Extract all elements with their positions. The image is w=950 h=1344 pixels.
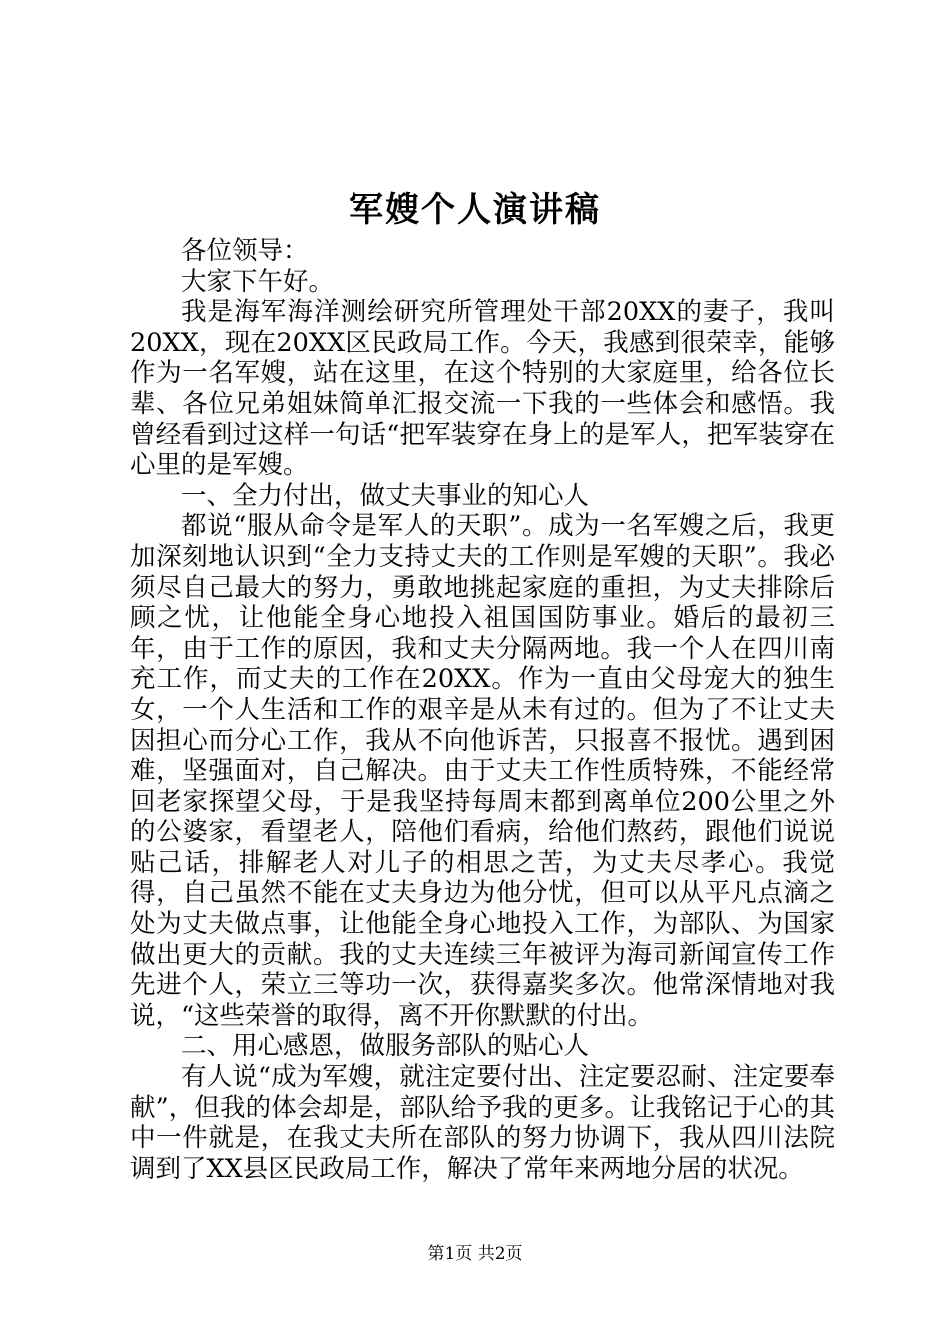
intro-paragraph: 我是海军海洋测绘研究所管理处干部20XX的妻子，我叫20XX，现在20XX区民政局工作。今天，我感到很荣幸，能够作为一名军嫂，站在这里，在这个特别的大家庭里，给各位长辈、各位兄弟姐妹简单汇报交流一下我的一些体会和感悟。我曾经看到过这样一句话“把军装穿在身上的是军人，把军装穿在心里的是军嫂。 [130,297,835,481]
document-title: 军嫂个人演讲稿 [349,190,601,230]
salutation: 各位领导： [181,236,309,266]
greeting: 大家下午好。 [181,266,335,297]
section-1-paragraph: 都说“服从命令是军人的天职”。成为一名军嫂之后，我更加深刻地认识到“全力支持丈夫的工作则是军嫂的天职”。我必须尽自己最大的努力，勇敢地挑起家庭的重担，为丈夫排除后顾之忧，让他能全身心地投入祖国国防事业。婚后的最初三年，由于工作的原因，我和丈夫分隔两地。我一个人在四川南充工作，而丈夫的工作在20XX。作为一直由父母宠大的独生女，一个人生活和工作的艰辛是从未有过的。但为了不让丈夫因担心而分心工作，我从不向他诉苦，只报喜不报忧。遇到困难，坚强面对，自己解决。由于丈夫工作性质特殊，不能经常回老家探望父母，于是我坚持每周末都到离单位200公里之外的公婆家，看望老人，陪他们看病，给他们熬药，跟他们说说贴己话，排解老人对儿子的相思之苦，为丈夫尽孝心。我觉得，自己虽然不能在丈夫身边为他分忧，但可以从平凡点滴之处为丈夫做点事，让他能全身心地投入工作，为部队、为国家做出更大的贡献。我的丈夫连续三年被评为海司新闻宣传工作先进个人，荣立三等功一次，获得嘉奖多次。他常深情地对我说，“这些荣誉的取得，离不开你默默的付出。 [130,511,835,1031]
section-heading-2: 二、用心感恩，做服务部队的贴心人 [181,1031,590,1062]
page-number: 第1页 共2页 [427,1244,523,1264]
section-2-paragraph: 有人说“成为军嫂，就注定要付出、注定要忍耐、注定要奉献”，但我的体会却是，部队给予我的更多。让我铭记于心的其中一件就是，在我丈夫所在部队的努力协调下，我从四川法院调到了XX县区民政局工作，解决了常年来两地分居的状况。 [130,1062,835,1184]
document-body [130,236,835,1184]
section-heading-1: 一、全力付出，做丈夫事业的知心人 [181,480,590,511]
